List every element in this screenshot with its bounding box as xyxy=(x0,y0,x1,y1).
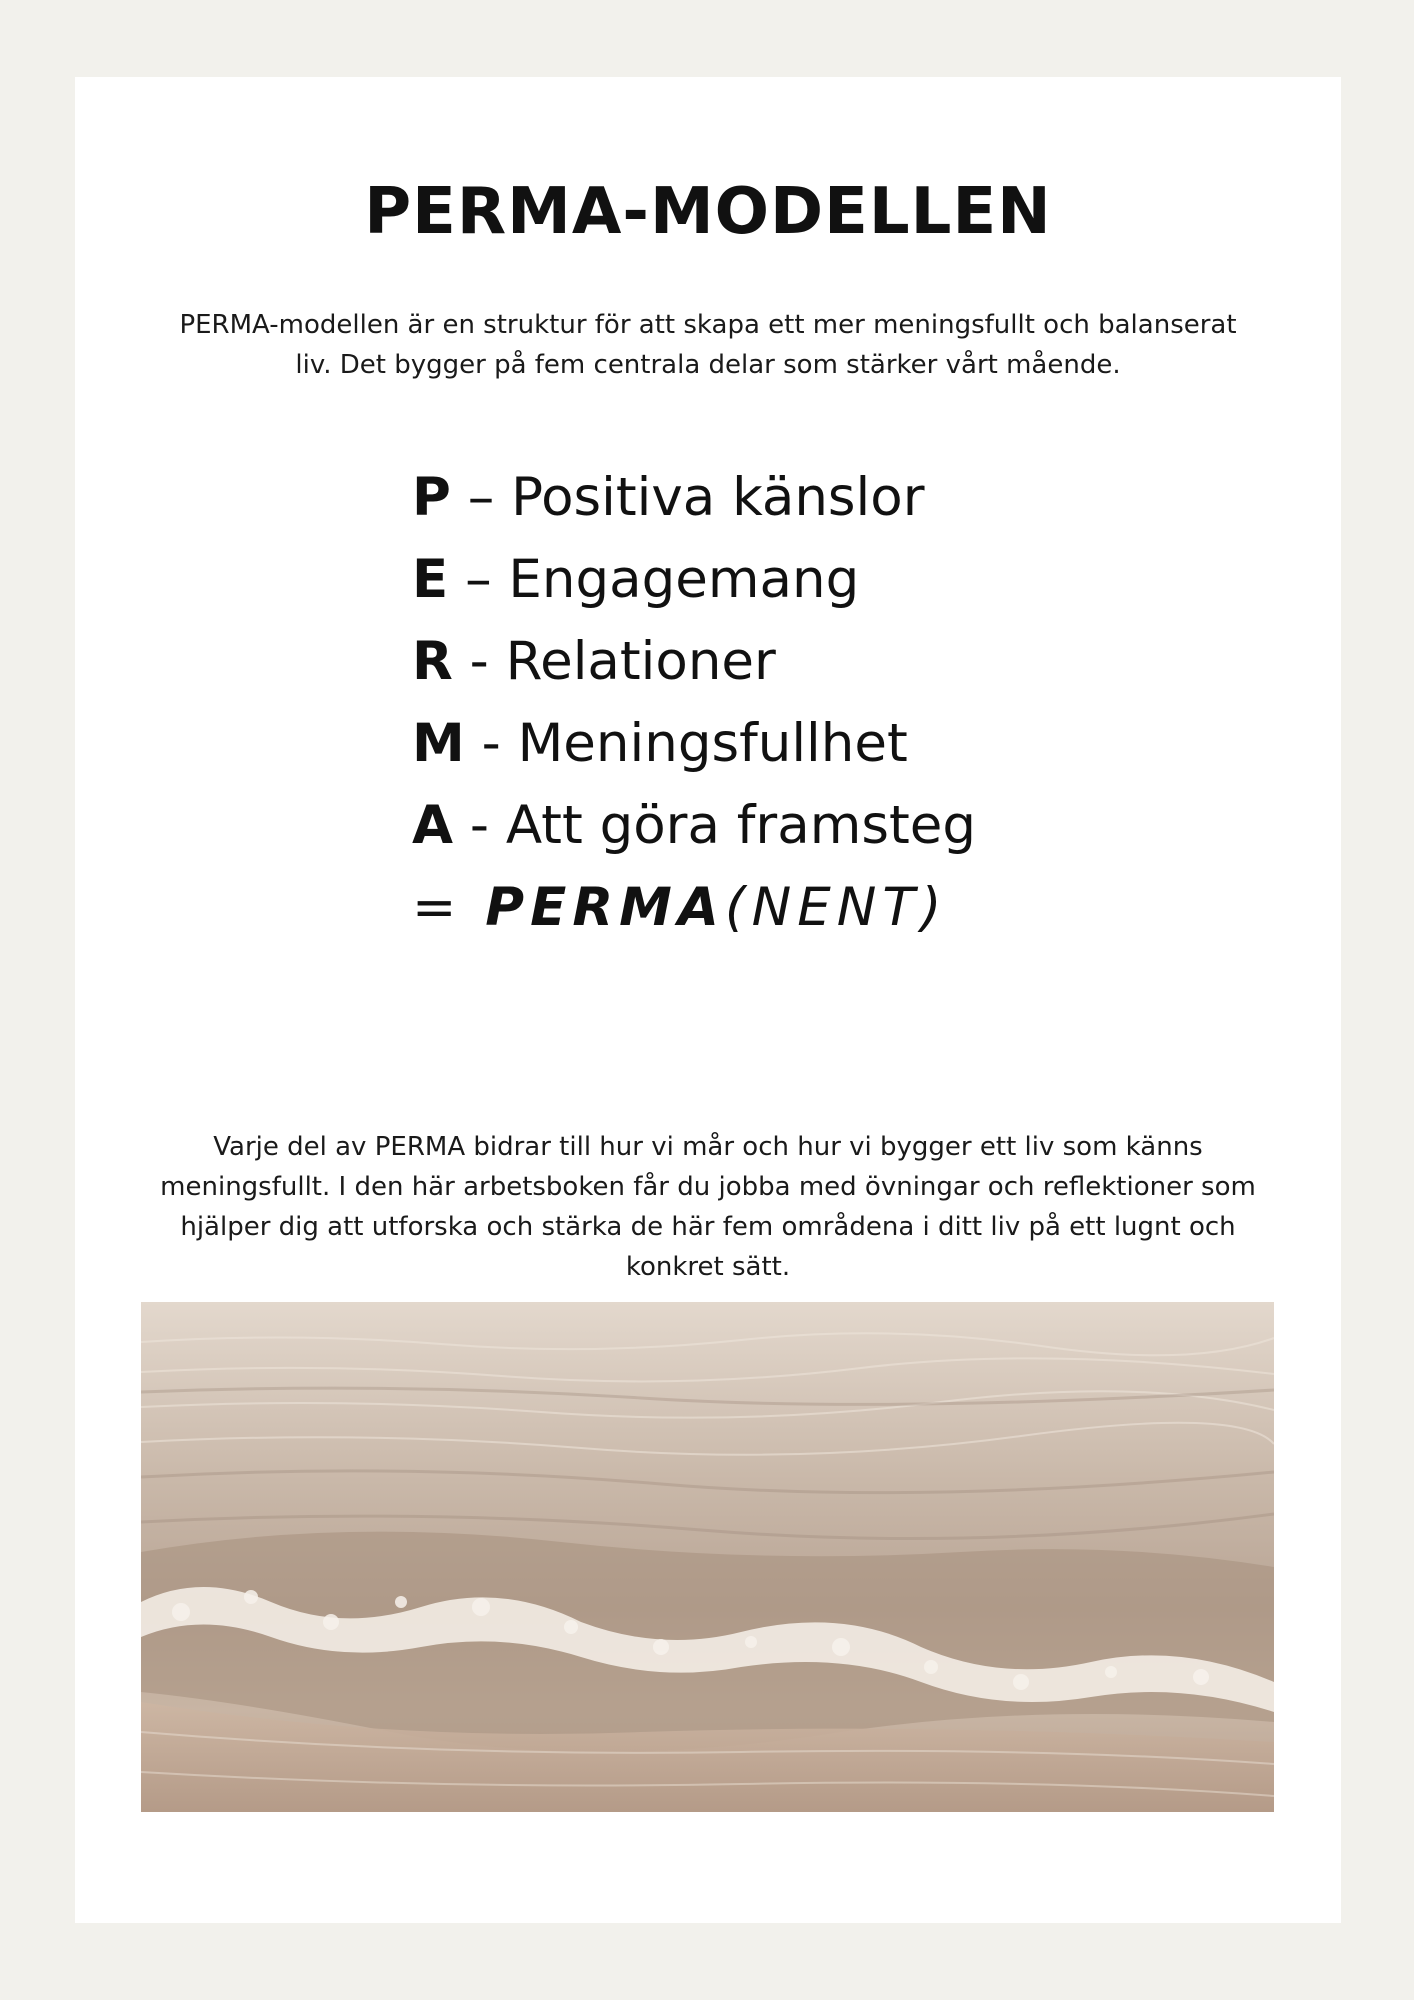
intro-paragraph: PERMA-modellen är en struktur för att skapa ett mer meningsfullt och balanserat liv. Det bygger på fem centrala delar som stärker vårt mående. xyxy=(179,310,1237,380)
perma-text: Engagemang xyxy=(508,549,860,610)
perma-item-m xyxy=(412,703,1212,785)
sea-waves-photo xyxy=(141,1302,1274,1812)
equation-suffix: (NENT) xyxy=(724,877,948,938)
perma-text: Positiva känslor xyxy=(511,467,925,528)
perma-equation xyxy=(412,867,1212,949)
perma-letter: R xyxy=(412,631,453,692)
perma-text: Meningsfullhet xyxy=(517,713,908,774)
perma-letter: A xyxy=(412,795,454,856)
document-page xyxy=(75,77,1341,1923)
sea-waves-illustration xyxy=(141,1302,1274,1812)
perma-separator: - xyxy=(452,631,506,692)
perma-item-r xyxy=(412,621,1212,703)
page-title: PERMA-MODELLEN xyxy=(364,175,1052,249)
perma-separator: – xyxy=(448,549,509,610)
perma-text: Att göra framsteg xyxy=(505,795,976,856)
perma-item-e xyxy=(412,539,1212,621)
perma-list xyxy=(412,457,1212,949)
perma-letter: M xyxy=(412,713,465,774)
perma-text: Relationer xyxy=(505,631,776,692)
perma-separator: – xyxy=(450,467,512,528)
equation-bold: PERMA xyxy=(485,877,725,938)
perma-item-a xyxy=(412,785,1212,867)
perma-letter: P xyxy=(412,467,451,528)
perma-letter: E xyxy=(412,549,449,610)
equation-prefix: = xyxy=(412,877,486,938)
perma-item-p xyxy=(412,457,1212,539)
perma-separator: - xyxy=(453,795,506,856)
perma-separator: - xyxy=(464,713,518,774)
outro-paragraph: Varje del av PERMA bidrar till hur vi mår och hur vi bygger ett liv som känns meningsfullt. I den här arbetsboken får du jobba med övningar och reflektioner som hjälper dig att utforska och stärka de här fem områdena i ditt liv på ett lugnt och konkret sätt. xyxy=(160,1132,1256,1282)
